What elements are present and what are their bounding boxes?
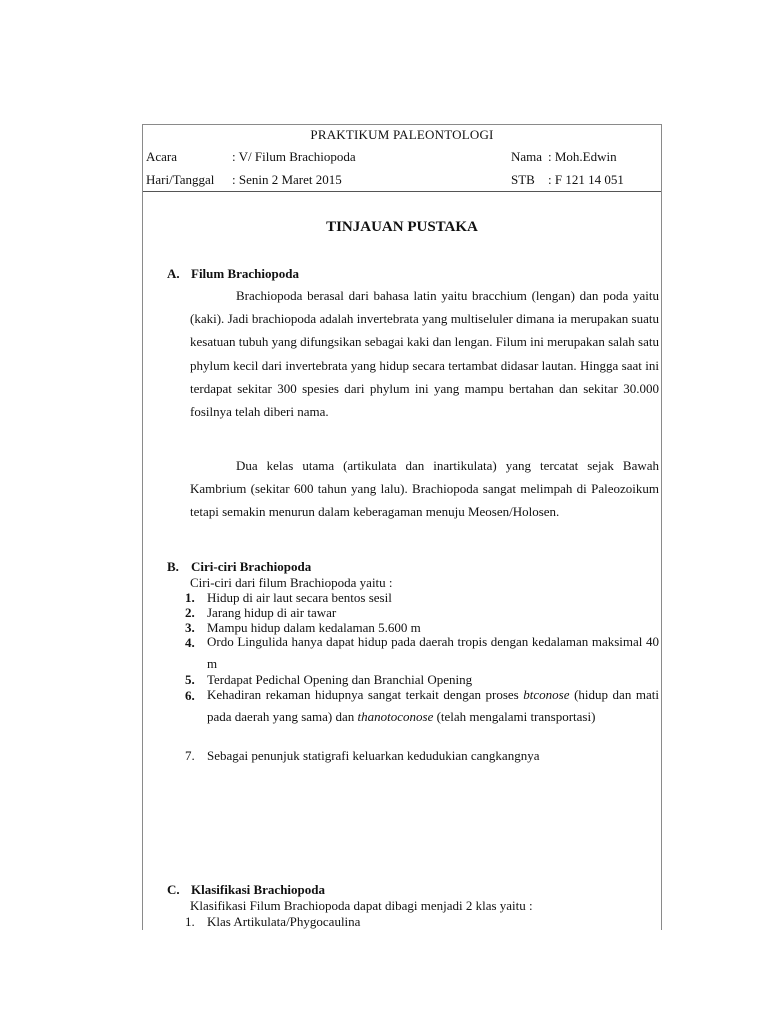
nama-label: Nama	[511, 149, 543, 164]
header-title: PRAKTIKUM PALEONTOLOGI	[310, 127, 494, 142]
section-b-intro: Ciri-ciri dari filum Brachiopoda yaitu :	[190, 575, 393, 590]
list-item: Ordo Lingulida hanya dapat hidup pada daerah tropis dengan kedalaman maksimal 40 m	[207, 634, 659, 671]
header-row-tanggal	[143, 172, 661, 190]
list-number: 2.	[185, 605, 195, 620]
acara-value: : V/ Filum Brachiopoda	[232, 149, 356, 164]
document-header	[143, 125, 661, 192]
list-number: 4.	[185, 635, 195, 650]
acara-label: Acara	[146, 149, 178, 164]
list-item: Klas Artikulata/Phygocaulina	[207, 914, 361, 929]
tanggal-label: Hari/Tanggal	[146, 172, 215, 187]
list-number: 1.	[185, 914, 195, 929]
list-item: Mampu hidup dalam kedalaman 5.600 m	[207, 620, 421, 635]
tanggal-value: : Senin 2 Maret 2015	[232, 172, 342, 187]
list-item: Sebagai penunjuk statigrafi keluarkan kedudukian cangkangnya	[207, 748, 540, 763]
section-a-paragraph-1: Brachiopoda berasal dari bahasa latin yaitu bracchium (lengan) dan poda yaitu (kaki). Jadi brachiopoda adalah invertebrata yang multiseluler dimana ia merupakan suatu kesatuan tubuh yang difungsikan sebagai kaki dan lengan. Filum ini merupakan salah satu phylum kecil dari invertebrata yang hidup secara tertambat didasar lautan. Hingga saat ini terdapat sekitar 300 spesies dari phylum ini yang mampu bertahan dan sekitar 30.000 fosilnya telah diberi nama.	[190, 288, 659, 420]
stb-value: : F 121 14 051	[548, 172, 624, 187]
section-b-heading: B. Ciri-ciri Brachiopoda	[167, 559, 312, 574]
list-number: 5.	[185, 672, 195, 687]
list-number: 7.	[185, 748, 195, 763]
list-item: Hidup di air laut secara bentos sesil	[207, 590, 392, 605]
stb-label: STB	[511, 172, 535, 187]
list-number: 6.	[185, 688, 195, 703]
nama-value: : Moh.Edwin	[548, 149, 617, 164]
page-title: TINJAUAN PUSTAKA	[326, 219, 478, 235]
section-a-heading: A. Filum Brachiopoda	[167, 266, 299, 281]
section-a-paragraph-2: Dua kelas utama (artikulata dan inartikulata) yang tercatat sejak Bawah Kambrium (sekitar 600 tahun yang lalu). Brachiopoda sangat melimpah di Paleozoikum tetapi semakin menurun dalam keberagaman menuju Meosen/Holosen.	[190, 458, 659, 520]
section-c-heading: C. Klasifikasi Brachiopoda	[167, 882, 325, 897]
header-row-acara	[143, 149, 661, 167]
list-item: Terdapat Pedichal Opening dan Branchial Opening	[207, 672, 473, 687]
list-number: 3.	[185, 620, 195, 635]
list-item: Kehadiran rekaman hidupnya sangat terkait dengan proses btconose (hidup dan mati pada daerah yang sama) dan thanotoconose (telah mengalami transportasi)	[207, 687, 659, 724]
list-number: 1.	[185, 590, 195, 605]
list-item: Jarang hidup di air tawar	[207, 605, 337, 620]
document-page	[142, 124, 662, 930]
section-c-intro: Klasifikasi Filum Brachiopoda dapat dibagi menjadi 2 klas yaitu :	[190, 898, 533, 913]
